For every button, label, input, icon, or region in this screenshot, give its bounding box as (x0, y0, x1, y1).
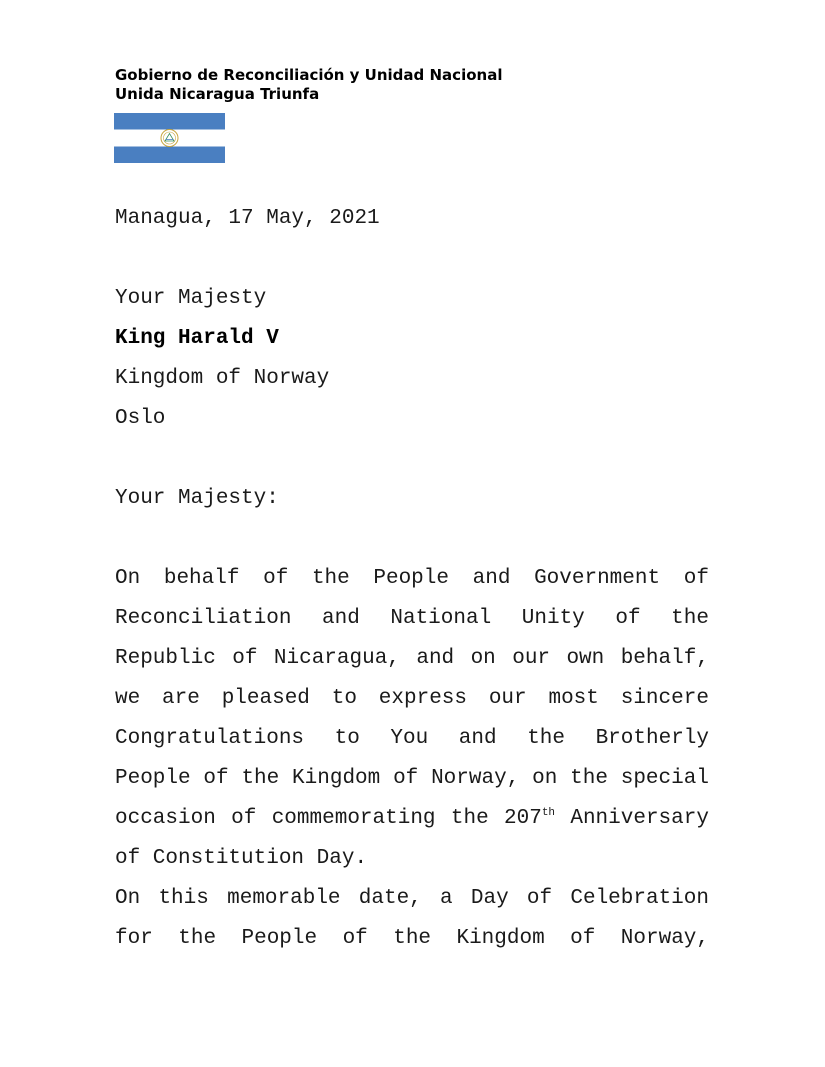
word: we (115, 687, 141, 710)
word: Unity (521, 607, 585, 630)
word: own (566, 647, 605, 670)
word: the (450, 807, 489, 830)
word: for (115, 927, 153, 950)
word: Norway, (431, 767, 520, 790)
word: of (683, 567, 709, 590)
word: of (203, 767, 229, 790)
word: date, (358, 887, 422, 910)
word: the (241, 767, 280, 790)
word: the (527, 727, 565, 750)
word: Celebration (570, 887, 709, 910)
word: Reconciliation (115, 607, 292, 630)
word: the (393, 927, 432, 950)
greeting: Your Majesty: (115, 487, 279, 510)
word: most (548, 687, 599, 710)
word: Kingdom (292, 767, 381, 790)
word: commemorating (271, 807, 436, 830)
word: of (232, 647, 258, 670)
word: behalf, (620, 647, 709, 670)
paragraph-line (115, 887, 709, 911)
word: the (570, 767, 608, 790)
word: occasion (115, 807, 216, 830)
date-line: Managua, 17 May, 2021 (115, 207, 380, 230)
paragraph-line: of Constitution Day. (115, 847, 368, 870)
ordinal-suffix: th (541, 807, 556, 819)
word: pleased (221, 687, 310, 710)
word: our (488, 687, 527, 710)
word: People (115, 767, 191, 790)
word: Norway, (620, 927, 709, 950)
word: the (671, 607, 709, 630)
nicaragua-flag (114, 113, 225, 163)
word: and (416, 647, 455, 670)
paragraph-line (115, 607, 709, 631)
word: of (342, 927, 368, 950)
word: the (178, 927, 217, 950)
word: a (440, 887, 453, 910)
word: People (241, 927, 318, 950)
recipient-title: Your Majesty (115, 287, 267, 310)
word: Government (534, 567, 661, 590)
word: the (311, 567, 350, 590)
word: On (115, 887, 141, 910)
word: Brotherly (595, 727, 709, 750)
word: of (393, 767, 419, 790)
word: People (373, 567, 449, 590)
word: of (570, 927, 596, 950)
word: Day (470, 887, 509, 910)
word: on (532, 767, 558, 790)
paragraph-line (115, 567, 709, 591)
paragraph-line (115, 687, 709, 711)
word: are (162, 687, 200, 710)
word: and (472, 567, 511, 590)
word: express (378, 687, 467, 710)
word: of (263, 567, 289, 590)
recipient-city: Oslo (115, 407, 166, 430)
word: our (512, 647, 551, 670)
word: special (620, 767, 709, 790)
word: and (458, 727, 497, 750)
word: and (322, 607, 360, 630)
word: this (158, 887, 209, 910)
letterhead-motto: Unida Nicaragua Triunfa (115, 85, 320, 103)
paragraph-line (115, 647, 709, 671)
word: Republic (115, 647, 216, 670)
word: of (231, 807, 257, 830)
word: Kingdom (456, 927, 545, 950)
paragraph-line (115, 927, 709, 951)
word: to (331, 687, 357, 710)
word: Nicaragua, (273, 647, 400, 670)
word: National (390, 607, 492, 630)
word: on (470, 647, 496, 670)
word: to (334, 727, 360, 750)
word: memorable (227, 887, 341, 910)
paragraph-line-anniversary (115, 807, 709, 831)
paragraph-line (115, 767, 709, 791)
word: sincere (620, 687, 709, 710)
word: On (115, 567, 141, 590)
letterhead-government-name: Gobierno de Reconciliación y Unidad Nacional (115, 66, 503, 84)
recipient-kingdom: Kingdom of Norway (115, 367, 330, 390)
letterhead (115, 66, 502, 104)
word: Anniversary (570, 807, 709, 830)
word: You (390, 727, 429, 750)
recipient-name: King Harald V (115, 327, 279, 350)
word: 207th (504, 807, 556, 830)
word: of (526, 887, 553, 910)
word: Congratulations (115, 727, 305, 750)
paragraph-line (115, 727, 709, 751)
word: of (615, 607, 641, 630)
word: behalf (163, 567, 240, 590)
